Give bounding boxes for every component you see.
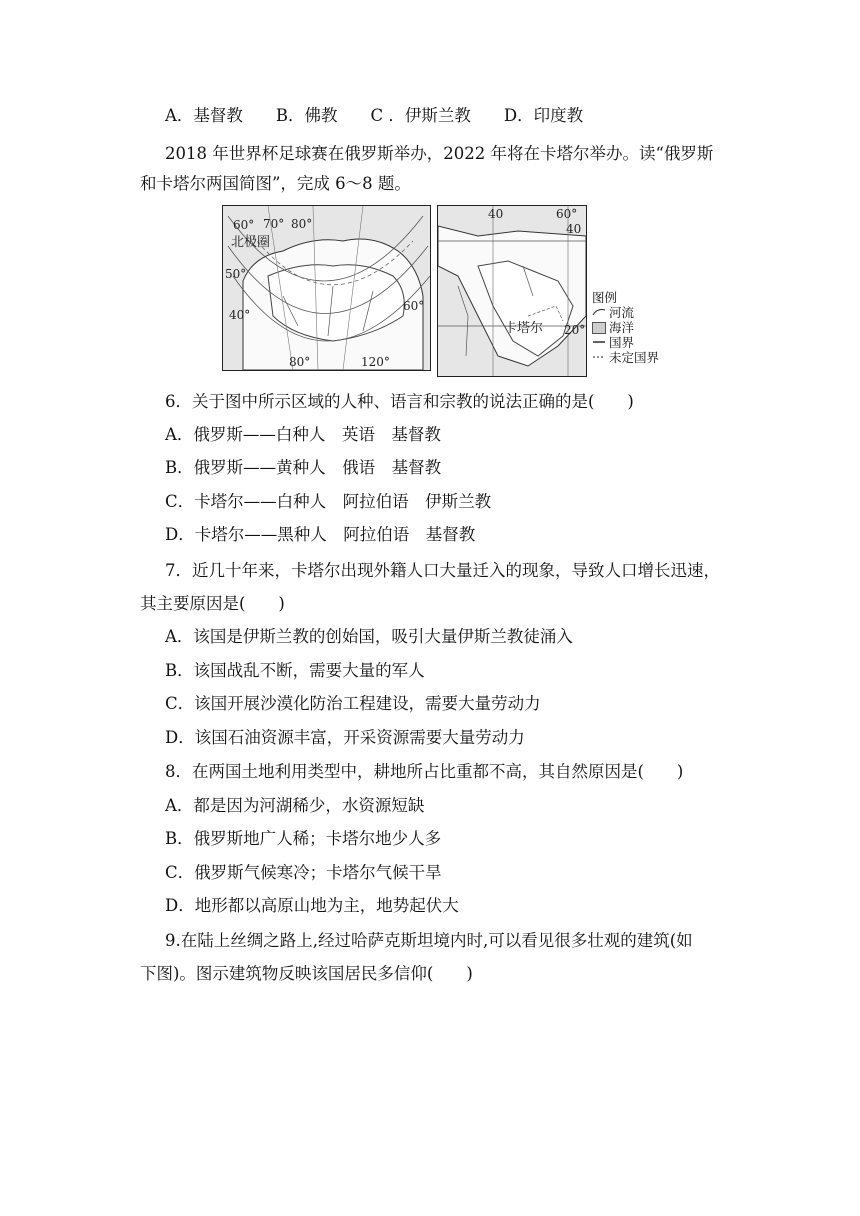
q7-stem-line-2: 其主要原因是( ) [140,594,285,613]
q8-option-b: B．俄罗斯地广人稀；卡塔尔地少人多 [165,829,442,848]
russia-label-60: 60° [233,218,255,232]
legend-undetermined-border: 未定国界 [592,350,672,365]
q7-option-d: D．该国石油资源丰富，开采资源需要大量劳动力 [165,728,525,747]
russia-label-40: 40° [229,308,251,322]
q8-option-d: D．地形都以高原山地为主，地势起伏大 [165,896,459,915]
q7-stem-line-1: 7．近几十年来，卡塔尔出现外籍人口大量迁入的现象，导致人口增长迅速， [165,561,720,580]
legend-border: 国界 [592,335,672,350]
qatar-map [437,205,587,377]
russia-label-120: 120° [361,355,390,369]
russia-label-80-bottom: 80° [289,355,311,369]
q6-option-c: C．卡塔尔——白种人 阿拉伯语 伊斯兰教 [165,492,492,511]
q8-stem: 8．在两国土地利用类型中，耕地所占比重都不高，其自然原因是( ) [165,762,684,781]
border-line-icon [592,335,606,350]
map-figure [222,205,672,377]
russia-label-50: 50° [225,267,247,281]
qatar-label-60: 60° [556,207,578,221]
russia-label-60-right: 60° [403,299,425,313]
q5-options: A．基督教 B．佛教 C ．伊斯兰教 D．印度教 [165,106,584,125]
q9-stem-line-1: 9.在陆上丝绸之路上,经过哈萨克斯坦境内时,可以看见很多壮观的建筑(如 [165,931,693,950]
q6-option-b: B．俄罗斯——黄种人 俄语 基督教 [165,458,442,477]
legend-title: 图例 [592,290,618,305]
russia-label-80: 80° [291,217,313,231]
ocean-swatch-icon [592,322,606,334]
russia-map [222,205,431,371]
legend-ocean: 海洋 [592,320,672,335]
qatar-label-40-right: 40 [566,222,582,236]
intro-line-2: 和卡塔尔两国简图”，完成 6～8 题。 [140,174,411,193]
river-icon [592,305,606,320]
dashed-line-icon [592,350,606,365]
q6-option-d: D．卡塔尔——黑种人 阿拉伯语 基督教 [165,525,476,544]
qatar-label-40: 40 [488,207,504,221]
q9-stem-line-2: 下图)。图示建筑物反映该国居民多信仰( ) [140,964,473,983]
legend-river: 河流 [592,305,672,320]
q7-option-b: B．该国战乱不断，需要大量的军人 [165,661,425,680]
intro-line-1: 2018 年世界杯足球赛在俄罗斯举办，2022 年将在卡塔尔举办。读“俄罗斯 [165,144,714,163]
arctic-circle-label: 北极圈 [231,235,271,250]
q7-option-a: A．该国是伊斯兰教的创始国，吸引大量伊斯兰教徒涌入 [165,627,573,646]
q6-stem: 6．关于图中所示区域的人种、语言和宗教的说法正确的是( ) [165,392,634,411]
qatar-label-20: 20° [564,323,586,337]
qatar-name-label: 卡塔尔 [504,321,544,336]
map-legend [592,290,672,365]
q8-option-a: A．都是因为河湖稀少，水资源短缺 [165,796,425,815]
q8-option-c: C．俄罗斯气候寒冷；卡塔尔气候干旱 [165,863,442,882]
russia-label-70: 70° [263,217,285,231]
q7-option-c: C．该国开展沙漠化防治工程建设，需要大量劳动力 [165,694,541,713]
q6-option-a: A．俄罗斯——白种人 英语 基督教 [165,425,441,444]
